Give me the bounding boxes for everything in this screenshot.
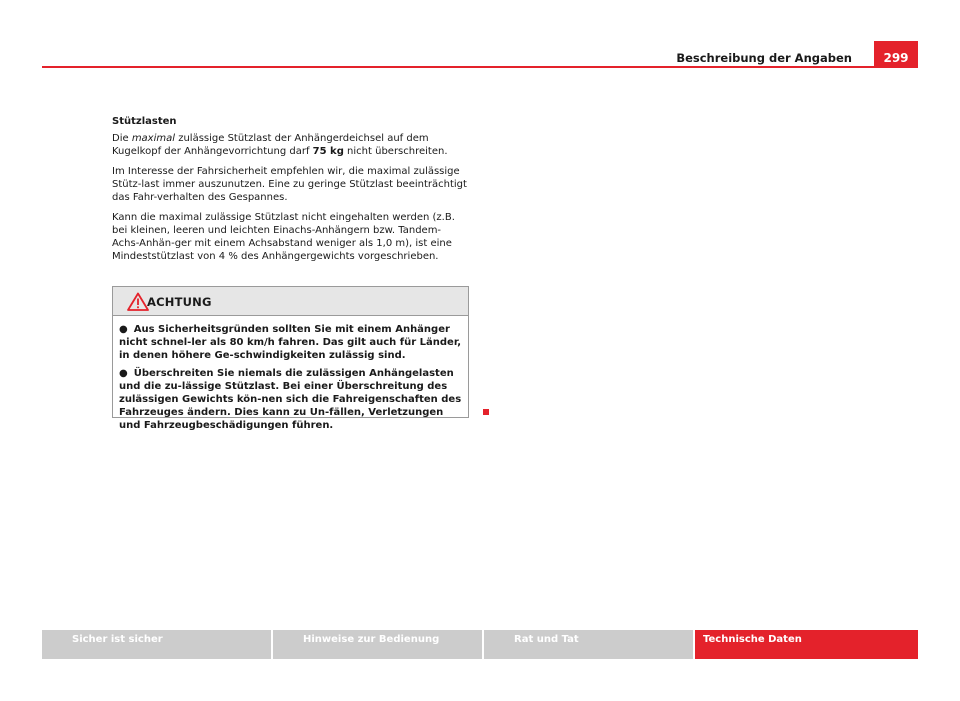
section-title: Stützlasten bbox=[112, 116, 177, 127]
page-number: 299 bbox=[874, 41, 918, 68]
bullet-icon: ● bbox=[119, 324, 128, 335]
warning-item-text: Aus Sicherheitsgründen sollten Sie mit einem Anhänger nicht schnel-ler als 80 km/h fahren. Das gilt auch für Länder, in denen höhere Ge-schwindigkeiten zulässig sind. bbox=[119, 324, 462, 361]
warning-label: ACHTUNG bbox=[147, 295, 212, 309]
header-rule bbox=[42, 66, 918, 68]
warning-triangle-icon bbox=[127, 292, 149, 311]
bullet-icon: ● bbox=[119, 368, 128, 379]
paragraph-1 bbox=[112, 132, 468, 158]
paragraph-2: Im Interesse der Fahrsicherheit empfehlen wir, die maximal zulässige Stütz-last immer auszunutzen. Eine zu geringe Stützlast beeinträchtigt das Fahr-verhalten des Gespannes. bbox=[112, 166, 467, 203]
p1-emphasis: maximal bbox=[131, 133, 176, 144]
tab-hinweise-zur-bedienung[interactable]: Hinweise zur Bedienung bbox=[273, 630, 482, 659]
warning-item-text: Überschreiten Sie niemals die zulässigen Anhängelasten und die zu-lässige Stützlast. Bei einer Überschreitung des zulässigen Gewichts kön-nen sich die Fahreigenschaften des Fahrzeuges ändern. Dies kann zu Un-fällen, Verletzungen und Fahrzeugbeschädigungen führen. bbox=[119, 368, 462, 431]
tab-technische-daten[interactable]: Technische Daten bbox=[695, 630, 918, 659]
p1-mid: zulässige Stützlast der Anhängerdeichsel auf dem Kugelkopf der Anhängevorrichtung darf bbox=[112, 133, 429, 157]
section-end-icon bbox=[483, 409, 489, 415]
footer-nav bbox=[42, 630, 918, 659]
p1-post: nicht überschreiten. bbox=[343, 146, 448, 157]
chapter-title: Beschreibung der Angaben bbox=[676, 51, 852, 65]
p1-strong: 75 kg bbox=[312, 146, 344, 157]
main-content bbox=[112, 116, 468, 270]
paragraph-3: Kann die maximal zulässige Stützlast nicht eingehalten werden (z.B. bei kleinen, leeren und leichten Einachs-Anhängern bzw. Tandem-Achs-Anhän-ger mit einem Achsabstand weniger als 1,0 m), ist eine Mindeststützlast von 4 % des Anhängergewichts vorgeschrieben. bbox=[112, 212, 455, 262]
p1-pre: Die bbox=[112, 133, 132, 144]
warning-item bbox=[119, 323, 462, 362]
tab-sicher-ist-sicher[interactable]: Sicher ist sicher bbox=[42, 630, 271, 659]
warning-header bbox=[113, 287, 468, 316]
tab-rat-und-tat[interactable]: Rat und Tat bbox=[484, 630, 693, 659]
warning-list bbox=[113, 316, 468, 432]
warning-item bbox=[119, 367, 462, 432]
warning-box bbox=[112, 286, 469, 431]
